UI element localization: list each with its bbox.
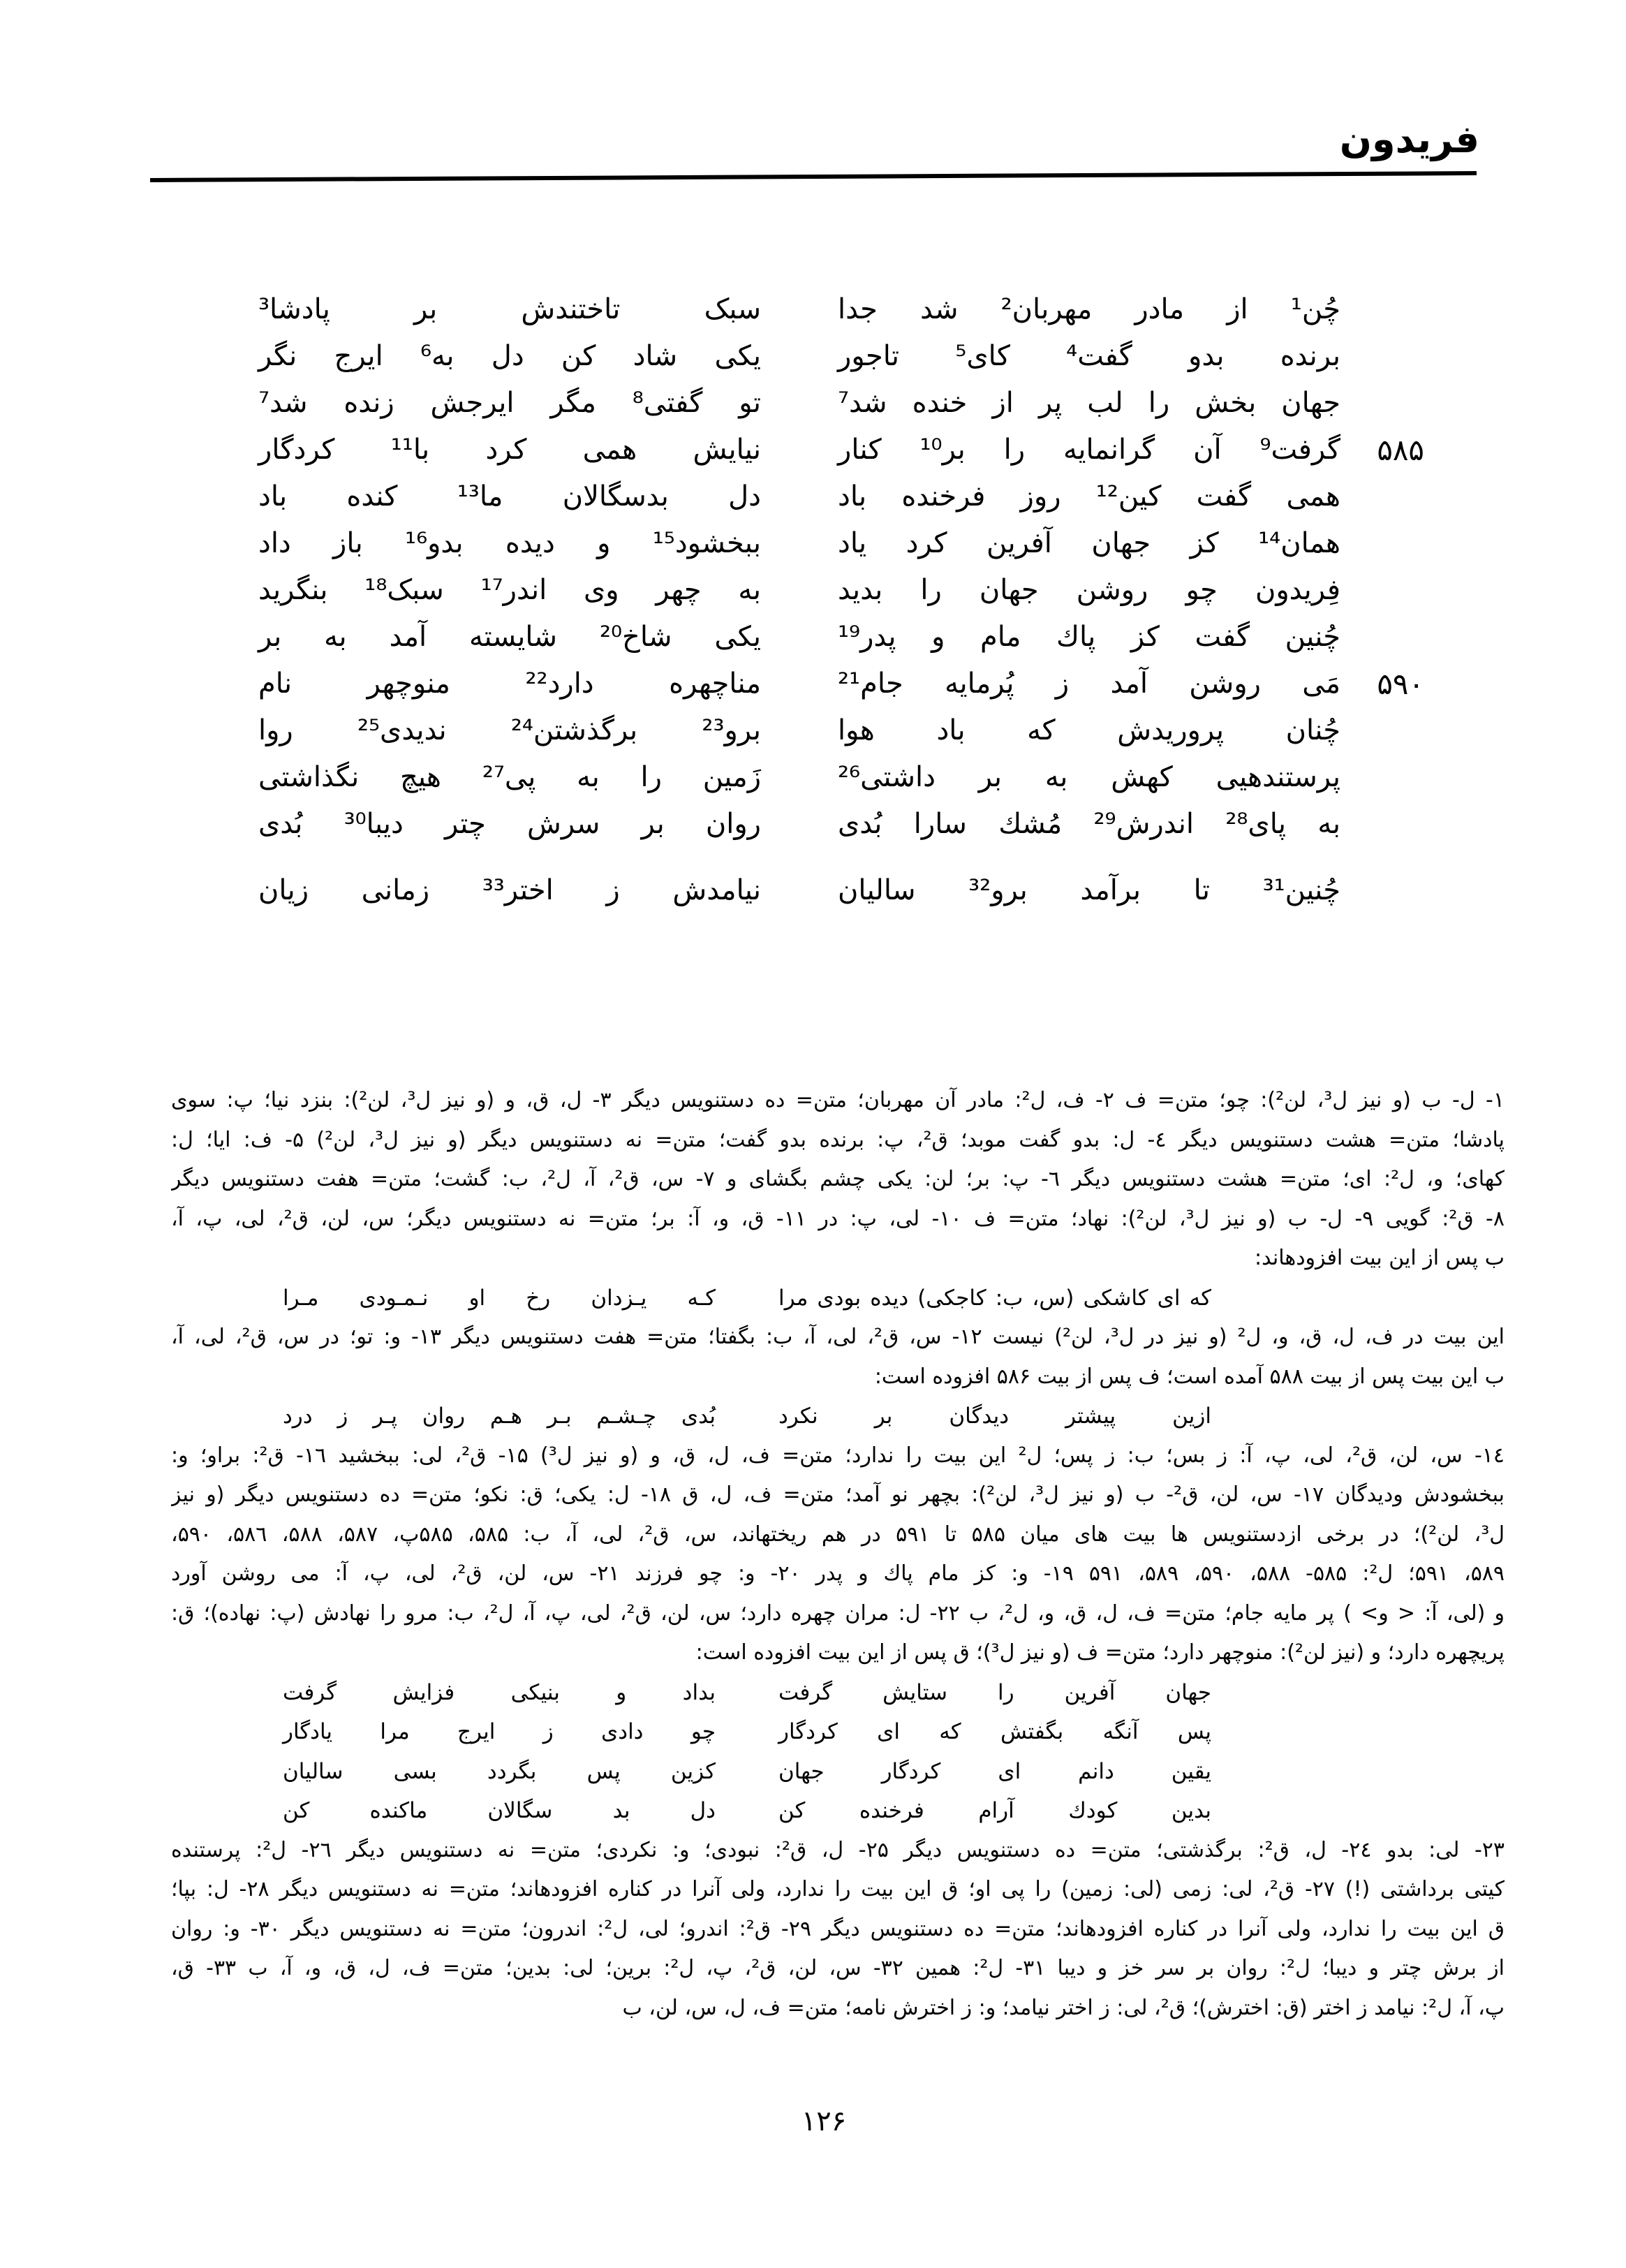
verse-couplet [230,754,1473,801]
hemistich-second: برو²³ برگذشتن²⁴ ندیدی²⁵ روا [258,714,762,746]
footnote-verse [171,1397,1505,1436]
footnote-line: ۱٤- س، لن، ق²، لی، پ، آ: ز بس؛ ب: ز پس؛ ل² این بیت را ندارد؛ متن= ف، ل، ق، و (و نیز ل³) ۱۵- ق²، لی: ببخشید ۱٦- ق²: براو؛ و: [171,1443,1505,1468]
verse-number: ۵۸۵ [1377,433,1424,467]
page-header-title: فریدون [1339,117,1479,161]
verse-number: ۵۹۰ [1377,667,1424,701]
hemistich-first: چُن¹ از مادر مهربان² شد جدا [838,293,1340,325]
hemistich-second: دل بدسگالان ما¹³ کنده باد [258,480,761,513]
hemistich-second: به چهر وی اندر¹⁷ سبک¹⁸ بنگرید [258,574,762,606]
verse-couplet [230,707,1473,754]
hemistich-second: یکی شاد کن دل به⁶ ایرج نگر [258,340,762,372]
footnote-hemistich-first: یقین دانم ای کردگار جهان [778,1758,1211,1784]
footnote-hemistich-first: که ای کاشکی (س، ب: کاجکی) دیده بودی مرا [778,1285,1211,1311]
hemistich-first: چُنین³¹ تا برآمد برو³² سالیان [838,874,1340,906]
footnote-hemistich-second: دل بد سگالان ماکنده کن [283,1798,716,1823]
hemistich-second: سبک تاختندش بر پادشا³ [258,293,761,325]
footnote-line: ل³، لن²)؛ در برخی ازدستنویس ها بیت های میان ۵۸۵ تا ۵۹۱ در هم ریختهاند، س، ق²، لی، آ، ب: ۵۸۵، ۵۸۵پ، ۵۸۷، ۵۸۸، ۵۸٦، ۵۹۰، [171,1522,1505,1547]
footnote-hemistich-second: بُدی چـشـم بـر هـم روان پـر ز درد [283,1404,716,1429]
footnote-line: کیتی برداشتی (!) ۲۷- ق²، لی: زمی (لی: زمین) را پی او؛ ق این بیت را ندارد، ولی آنرا در کناره افزودهاند؛ متن= نه دستنویس دیگر ۲۸- ل: بپا؛ [171,1877,1505,1901]
footnote-verse [171,1673,1505,1713]
hemistich-second: روان بر سرش چتر دیبا³⁰ بُدی [258,808,761,840]
footnote-hemistich-first: پس آنگه بگفتش که ای کردگار [778,1719,1211,1744]
verse-couplet [230,661,1473,707]
footnote-hemistich-second: بداد و بنیکی فزایش گرفت [283,1679,716,1705]
verse-couplet [230,867,1473,914]
verse-couplet [230,286,1473,333]
verse-block [230,286,1473,914]
hemistich-first: پرستندهیی کهش به بر داشتی²⁶ [838,761,1340,793]
footnote-hemistich-first: بدین کودك آرام فرخنده کن [778,1798,1211,1823]
page-number: ۱۲۶ [801,2105,847,2137]
hemistich-first: فِریدون چو روشن جهان را بدید [838,574,1340,606]
hemistich-second: تو گفتی⁸ مگر ایرجش زنده شد⁷ [258,387,761,419]
footnote-line: ۸- ق²: گویی ۹- ل- ب (و نیز ل³، لن²): نهاد؛ متن= ف ۱۰- لی، پ: در ۱۱- ق، و، آ: بر؛ متن= نه دستنویس دیگر؛ س، لن، ق²، لی، پ، آ، [171,1206,1505,1231]
footnote-line: پادشا؛ متن= هشت دستنویس دیگر ٤- ل: بدو گفت موبد؛ ق²، پ: برنده بدو گفت؛ متن= نه دستنویس دیگر (و نیز ل³، لن²) ۵- ف: ایا؛ ل: [171,1127,1505,1152]
hemistich-first: همی گفت کین¹² روز فرخنده باد [838,480,1341,513]
verse-couplet [230,380,1473,427]
footnote-line: ب این بیت پس از بیت ۵۸۸ آمده است؛ ف پس از بیت ۵۸۶ افزوده است: [874,1364,1505,1389]
footnote-line: ببخشودش ودیدگان ۱۷- س، لن، ق²- ب (و نیز ل³، لن²): بچهر نو آمد؛ متن= ف، ل، ق ۱۸- ل: یکی؛ ق: نکو؛ متن= ده دستنویس دیگر (و نیز [171,1482,1505,1507]
hemistich-first: جهان بخش را لب پر از خنده شد⁷ [838,387,1340,419]
footnote-line: ۵۸۹، ۵۹۱؛ ل²: ۵۸۵- ۵۸۸، ۵۹۰، ۵۸۹، ۵۹۱ ۱۹- و: کز مام پاك و پدر ۲۰- و: چو فرزند ۲۱- س، لن، ق²، لی، پ، آ: می روشن آورد [171,1561,1505,1586]
header-rule [150,171,1477,182]
footnote-verse [171,1712,1505,1752]
footnote-hemistich-first: ازین پیشتر دیدگان بر نکرد [778,1404,1211,1429]
footnote-line: ق این بیت را ندارد، ولی آنرا در کناره افزودهاند؛ متن= ده دستنویس دیگر ۲۹- ق²: اندرو؛ لی، ل²: اندرون؛ متن= نه دستنویس دیگر ۳۰- و: روان [171,1916,1505,1941]
verse-couplet [230,427,1473,473]
verse-couplet [230,614,1473,661]
footnote-line: ب پس از این بیت افزودهاند: [1255,1246,1505,1270]
verse-couplet [230,567,1473,614]
hemistich-first: برنده بدو گفت⁴ کای⁵ تاجور [838,340,1340,372]
footnote-line: پ، آ، ل²: نیامد ز اختر (ق: اخترش)؛ ق²، لی: ز اختر نیامد؛ و: ز اخترش نامه؛ متن= ف، ل، س، لن، ب [622,1995,1505,2020]
hemistich-first: مَی روشن آمد ز پُرمایه جام²¹ [838,668,1340,700]
footnote-line: کهای؛ و، ل²: ای؛ متن= هشت دستنویس دیگر ٦- پ: بر؛ لن: یکی چشم بگشای و ۷- س، ق²، آ، ل²، ب: گشت؛ متن= هفت دستنویس دیگر [171,1167,1505,1191]
footnote-hemistich-second: چو دادی ز ایرج مرا یادگار [283,1719,716,1744]
footnote-line: پریچهره دارد؛ و (نیز لن²): منوچهر دارد؛ متن= ف (و نیز ل³)؛ ق پس از این بیت افزوده است: [695,1640,1505,1665]
hemistich-first: همان¹⁴ کز جهان آفرین کرد یاد [838,527,1340,559]
footnote-line: این بیت در ف، ل، ق، و، ل² (و نیز در ل³، لن²) نیست ۱۲- س، ق²، لی، آ، ب: بگفتا؛ متن= هفت دستنویس دیگر ۱۳- و: تو؛ در س، ق²، لی، آ، [171,1325,1505,1349]
verse-couplet [230,473,1473,520]
footnote-hemistich-second: کـه یـزدان رخ او نـمـودی مـرا [283,1285,716,1311]
footnote-verse [171,1791,1505,1831]
hemistich-first: چُنین گفت کز پاك مام و پدر¹⁹ [838,621,1340,653]
hemistich-second: نیایش همی کرد با¹¹ کردگار [258,434,762,466]
footnote-line: ۲۳- لی: بدو ۲٤- ل، ق²: برگذشتی؛ متن= ده دستنویس دیگر ۲۵- ل، ق²: نبودی؛ و: نکردی؛ متن= نه دستنویس دیگر ۲٦- ل²: پرستنده [171,1837,1505,1862]
hemistich-second: یکی شاخ²⁰ شایسته آمد به بر [258,621,761,653]
footnote-line: و (لی، آ: < و> ) پر مایه جام؛ متن= ف، ل، ق، و، ل²، ب ۲۲- ل: مران چهره دارد؛ س، لن، ق²، لی، پ، آ، ل²، ب: مرو را نهادش (پ: نهاده)؛ ق: [171,1600,1505,1626]
verse-couplet [230,520,1473,567]
hemistich-second: ببخشود¹⁵ و دیده بدو¹⁶ باز داد [258,527,761,559]
verse-couplet [230,333,1473,380]
hemistich-second: نیامدش ز اختر³³ زمانی زیان [258,874,761,906]
hemistich-second: مناچهره دارد²² منوچهر نام [258,668,761,700]
footnote-verse [171,1752,1505,1792]
hemistich-second: زَمین را به پی²⁷ هیچ نگذاشتی [258,761,762,793]
footnotes [171,1081,1505,2028]
hemistich-first: به پای²⁸ اندرش²⁹ مُشك سارا بُدی [838,808,1340,840]
footnote-line: ۱- ل- ب (و نیز ل³، لن²): چو؛ متن= ف ۲- ف، ل²: مادر آن مهربان؛ متن= ده دستنویس دیگر ۳- ل، ق، و (و نیز ل³، لن²): بنزد نیا؛ پ: سوی [171,1088,1505,1112]
verse-couplet [230,801,1473,848]
hemistich-first: چُنان پروریدش که باد هوا [838,714,1340,746]
footnote-hemistich-second: کزین پس بگردد بسی سالیان [283,1758,716,1784]
footnote-line: از برش چتر و دیبا؛ ل²: روان بر سر خز و دیبا ۳۱- ل²: همین ۳۲- س، لن، ق²، پ، ل²: برین؛ لی: بدین؛ متن= ف، ل، ق، و، آ، ب ۳۳- ق، [171,1956,1505,1980]
footnote-verse [171,1279,1505,1318]
hemistich-first: گرفت⁹ آن گرانمایه را بر¹⁰ کنار [838,434,1340,466]
footnote-hemistich-first: جهان آفرین را ستایش گرفت [778,1679,1211,1705]
